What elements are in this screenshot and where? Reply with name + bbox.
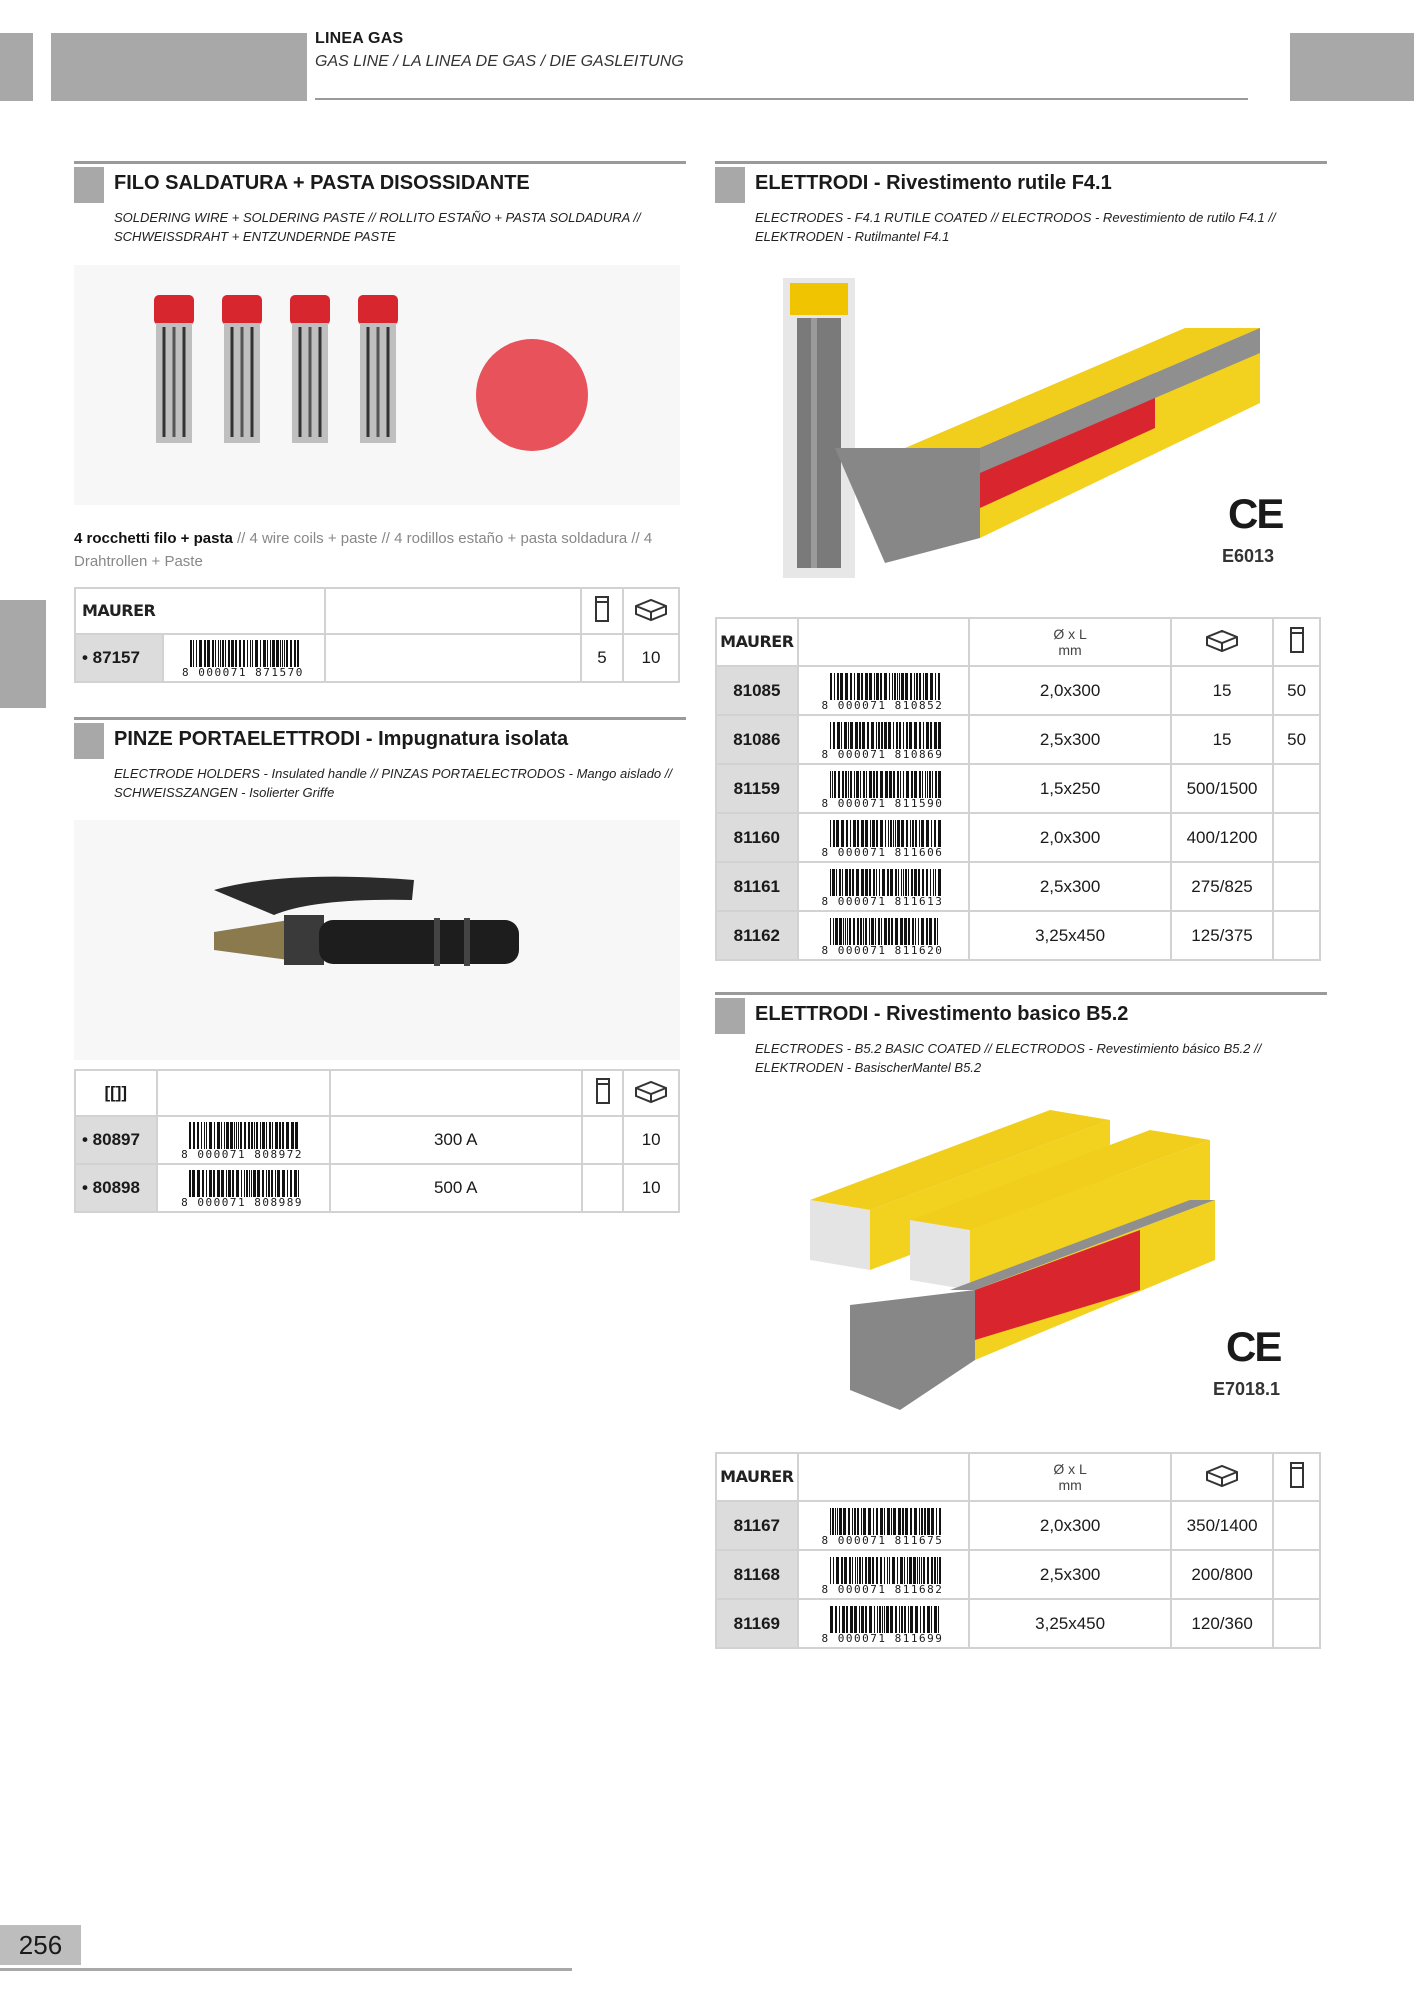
barcode: 8 000071 871570 xyxy=(182,638,306,678)
barcode-cell xyxy=(798,1599,970,1648)
page-category-subtitle: GAS LINE / LA LINEA DE GAS / DIE GASLEITUNG xyxy=(315,53,684,70)
product-table-filo xyxy=(74,587,680,683)
product-table-pinze xyxy=(74,1069,680,1213)
barcode: 8 000071 811606 xyxy=(822,818,946,858)
section-title-filo: FILO SALDATURA + PASTA DISOSSIDANTE xyxy=(114,172,530,194)
box-pack-icon xyxy=(633,1078,669,1104)
side-tab xyxy=(0,600,46,708)
product-code: 81161 xyxy=(716,862,798,911)
table-cell: 50 xyxy=(1273,715,1320,764)
table-cell: 1,5x250 xyxy=(969,764,1170,813)
section-subtitle-pinze xyxy=(114,764,684,802)
barcode-cell xyxy=(163,634,325,682)
table-cell: 275/825 xyxy=(1171,862,1274,911)
wire-coil-icon xyxy=(154,295,194,443)
table-cell: 500/1500 xyxy=(1171,764,1274,813)
wire-coil-icon xyxy=(358,295,398,443)
barcode-cell xyxy=(798,862,970,911)
table-cell: 10 xyxy=(623,634,679,682)
table-cell xyxy=(1273,764,1320,813)
barcode-cell xyxy=(798,666,970,715)
product-image-electrode-holder xyxy=(74,820,680,1060)
header-image-placeholder xyxy=(51,33,307,101)
section-subtitle-basico xyxy=(755,1039,1325,1077)
table-cell xyxy=(582,1116,624,1164)
standard-label: E6013 xyxy=(1222,546,1275,566)
product-code: 81160 xyxy=(716,813,798,862)
barcode: 8 000071 811613 xyxy=(822,867,946,907)
caption-bold: 4 rocchetti filo + pasta xyxy=(74,530,233,547)
ce-mark: CE xyxy=(1228,490,1283,537)
product-code: 81159 xyxy=(716,764,798,813)
table-cell: 300 A xyxy=(330,1116,582,1164)
barcode-cell xyxy=(798,1550,970,1599)
section-title-pinze: PINZE PORTAELETTRODI - Impugnatura isolata xyxy=(114,728,569,750)
wire-coil-icon xyxy=(290,295,330,443)
product-code: 81167 xyxy=(716,1501,798,1550)
single-unit-icon xyxy=(594,595,610,623)
table-cell xyxy=(1273,1599,1320,1648)
wire-coil-icon xyxy=(222,295,262,443)
box-pack-icon xyxy=(633,596,669,622)
subtitle-line: ELEKTRODEN - Rutilmantel F4.1 xyxy=(755,229,950,244)
product-table-rutile xyxy=(715,617,1321,961)
subtitle-line: ELECTRODES - B5.2 BASIC COATED // ELECTRODOS - Revestimiento básico B5.2 // xyxy=(755,1041,1262,1056)
section-title-rutile: ELETTRODI - Rivestimento rutile F4.1 xyxy=(755,172,1112,194)
subtitle-line: SCHWEISSZANGEN - Isolierter Griffe xyxy=(114,785,335,800)
product-code: • 80897 xyxy=(75,1116,157,1164)
barcode: 8 000071 811682 xyxy=(822,1555,946,1595)
product-code: • 87157 xyxy=(75,634,163,682)
subtitle-line: SOLDERING WIRE + SOLDERING PASTE // ROLLITO ESTAÑO + PASTA SOLDADURA // xyxy=(114,210,641,225)
section-divider xyxy=(74,161,686,164)
table-cell xyxy=(582,1164,624,1212)
table-cell: 3,25x450 xyxy=(969,911,1170,960)
box-icon-cell xyxy=(1171,618,1274,666)
barcode: 8 000071 808972 xyxy=(181,1120,305,1160)
table-cell: 2,0x300 xyxy=(969,1501,1171,1550)
barcode: 8 000071 811675 xyxy=(822,1506,946,1546)
section-divider xyxy=(715,161,1327,164)
page-number: 256 xyxy=(0,1925,81,1965)
barcode: 8 000071 808989 xyxy=(181,1168,305,1208)
table-cell xyxy=(325,634,581,682)
single-unit-icon xyxy=(595,1077,611,1105)
product-code: 81169 xyxy=(716,1599,798,1648)
table-cell: 3,25x450 xyxy=(969,1599,1171,1648)
table-cell: 350/1400 xyxy=(1171,1501,1274,1550)
table-cell: 5 xyxy=(581,634,623,682)
section-divider xyxy=(715,992,1327,995)
soldering-wire-illustration xyxy=(74,265,680,505)
section-marker xyxy=(715,167,745,203)
unit-icon-cell xyxy=(582,1070,624,1116)
table-cell xyxy=(1273,1501,1320,1550)
table-cell: 120/360 xyxy=(1171,1599,1274,1648)
table-cell: 400/1200 xyxy=(1171,813,1274,862)
electrode-holder-illustration xyxy=(74,820,680,1060)
footer-divider xyxy=(0,1968,572,1971)
subtitle-line: ELECTRODES - F4.1 RUTILE COATED // ELECTRODOS - Revestimiento de rutilo F4.1 // xyxy=(755,210,1276,225)
barcode: 8 000071 811590 xyxy=(822,769,946,809)
box-icon-cell xyxy=(623,1070,679,1116)
box-icon-cell xyxy=(1171,1453,1274,1501)
header-divider xyxy=(315,98,1248,100)
table-cell: 125/375 xyxy=(1171,911,1274,960)
barcode: 8 000071 810869 xyxy=(822,720,946,760)
table-cell: 2,0x300 xyxy=(969,666,1170,715)
table-cell xyxy=(1273,862,1320,911)
product-table-basico xyxy=(715,1452,1321,1649)
product-code: 81085 xyxy=(716,666,798,715)
unit-icon-cell xyxy=(1273,1453,1320,1501)
table-cell: 10 xyxy=(623,1116,679,1164)
table-cell: 2,5x300 xyxy=(969,862,1170,911)
table-cell: 15 xyxy=(1171,666,1274,715)
section-subtitle-filo xyxy=(114,208,674,246)
barcode-cell xyxy=(157,1116,330,1164)
brand-logo: MAURER xyxy=(82,601,156,620)
subtitle-line: ELEKTRODEN - BasischerMantel B5.2 xyxy=(755,1060,982,1075)
brand-logo: [[]] xyxy=(75,1070,157,1116)
header-right-tab xyxy=(1290,33,1414,101)
subtitle-line: ELECTRODE HOLDERS - Insulated handle // PINZAS PORTAELECTRODOS - Mango aislado // xyxy=(114,766,672,781)
barcode-cell xyxy=(798,715,970,764)
product-image-soldering-wire xyxy=(74,265,680,505)
barcode-cell xyxy=(798,764,970,813)
box-pack-icon xyxy=(1204,627,1240,653)
single-unit-icon xyxy=(1289,1461,1305,1489)
table-cell: 200/800 xyxy=(1171,1550,1274,1599)
table-cell: 10 xyxy=(623,1164,679,1212)
table-cell: 2,5x300 xyxy=(969,715,1170,764)
barcode-cell xyxy=(798,813,970,862)
barcode-cell xyxy=(157,1164,330,1212)
standard-label: E7018.1 xyxy=(1213,1379,1281,1399)
section-marker xyxy=(715,998,745,1034)
box-pack-icon xyxy=(1204,1462,1240,1488)
single-unit-icon xyxy=(1289,626,1305,654)
caption-line-2: Drahtrollen + Paste xyxy=(74,553,203,570)
brand-logo: MAURER xyxy=(720,1467,794,1486)
barcode: 8 000071 811620 xyxy=(822,916,946,956)
product-code: 81168 xyxy=(716,1550,798,1599)
dimension-header: Ø x L mm xyxy=(969,618,1170,666)
subtitle-line: SCHWEISSDRAHT + ENTZUNDERNDE PASTE xyxy=(114,229,396,244)
table-cell: 2,5x300 xyxy=(969,1550,1171,1599)
barcode: 8 000071 811699 xyxy=(822,1604,946,1644)
unit-icon-cell xyxy=(581,588,623,634)
section-subtitle-rutile xyxy=(755,208,1325,246)
table-cell: 15 xyxy=(1171,715,1274,764)
barcode: 8 000071 810852 xyxy=(822,671,946,711)
table-cell: 2,0x300 xyxy=(969,813,1170,862)
section-marker xyxy=(74,723,104,759)
header-left-tab xyxy=(0,33,33,101)
product-code: 81086 xyxy=(716,715,798,764)
dimension-header: Ø x L mm xyxy=(969,1453,1171,1501)
section-title-basico: ELETTRODI - Rivestimento basico B5.2 xyxy=(755,1003,1129,1025)
unit-icon-cell xyxy=(1273,618,1320,666)
paste-tin-icon xyxy=(476,339,588,451)
barcode-cell xyxy=(798,911,970,960)
table-cell: 50 xyxy=(1273,666,1320,715)
page-category-title: LINEA GAS xyxy=(315,30,404,47)
brand-logo: MAURER xyxy=(720,632,794,651)
caption-translations: // 4 wire coils + paste // 4 rodillos estaño + pasta soldadura // 4 xyxy=(232,530,653,547)
ce-mark: CE xyxy=(1226,1323,1281,1370)
box-icon-cell xyxy=(623,588,679,634)
table-cell: 500 A xyxy=(330,1164,582,1212)
section-divider xyxy=(74,717,686,720)
table-cell xyxy=(1273,911,1320,960)
section-marker xyxy=(74,167,104,203)
barcode-cell xyxy=(798,1501,970,1550)
table-cell xyxy=(1273,1550,1320,1599)
table-cell xyxy=(1273,813,1320,862)
product-code: • 80898 xyxy=(75,1164,157,1212)
product-caption-filo xyxy=(74,527,674,573)
product-code: 81162 xyxy=(716,911,798,960)
